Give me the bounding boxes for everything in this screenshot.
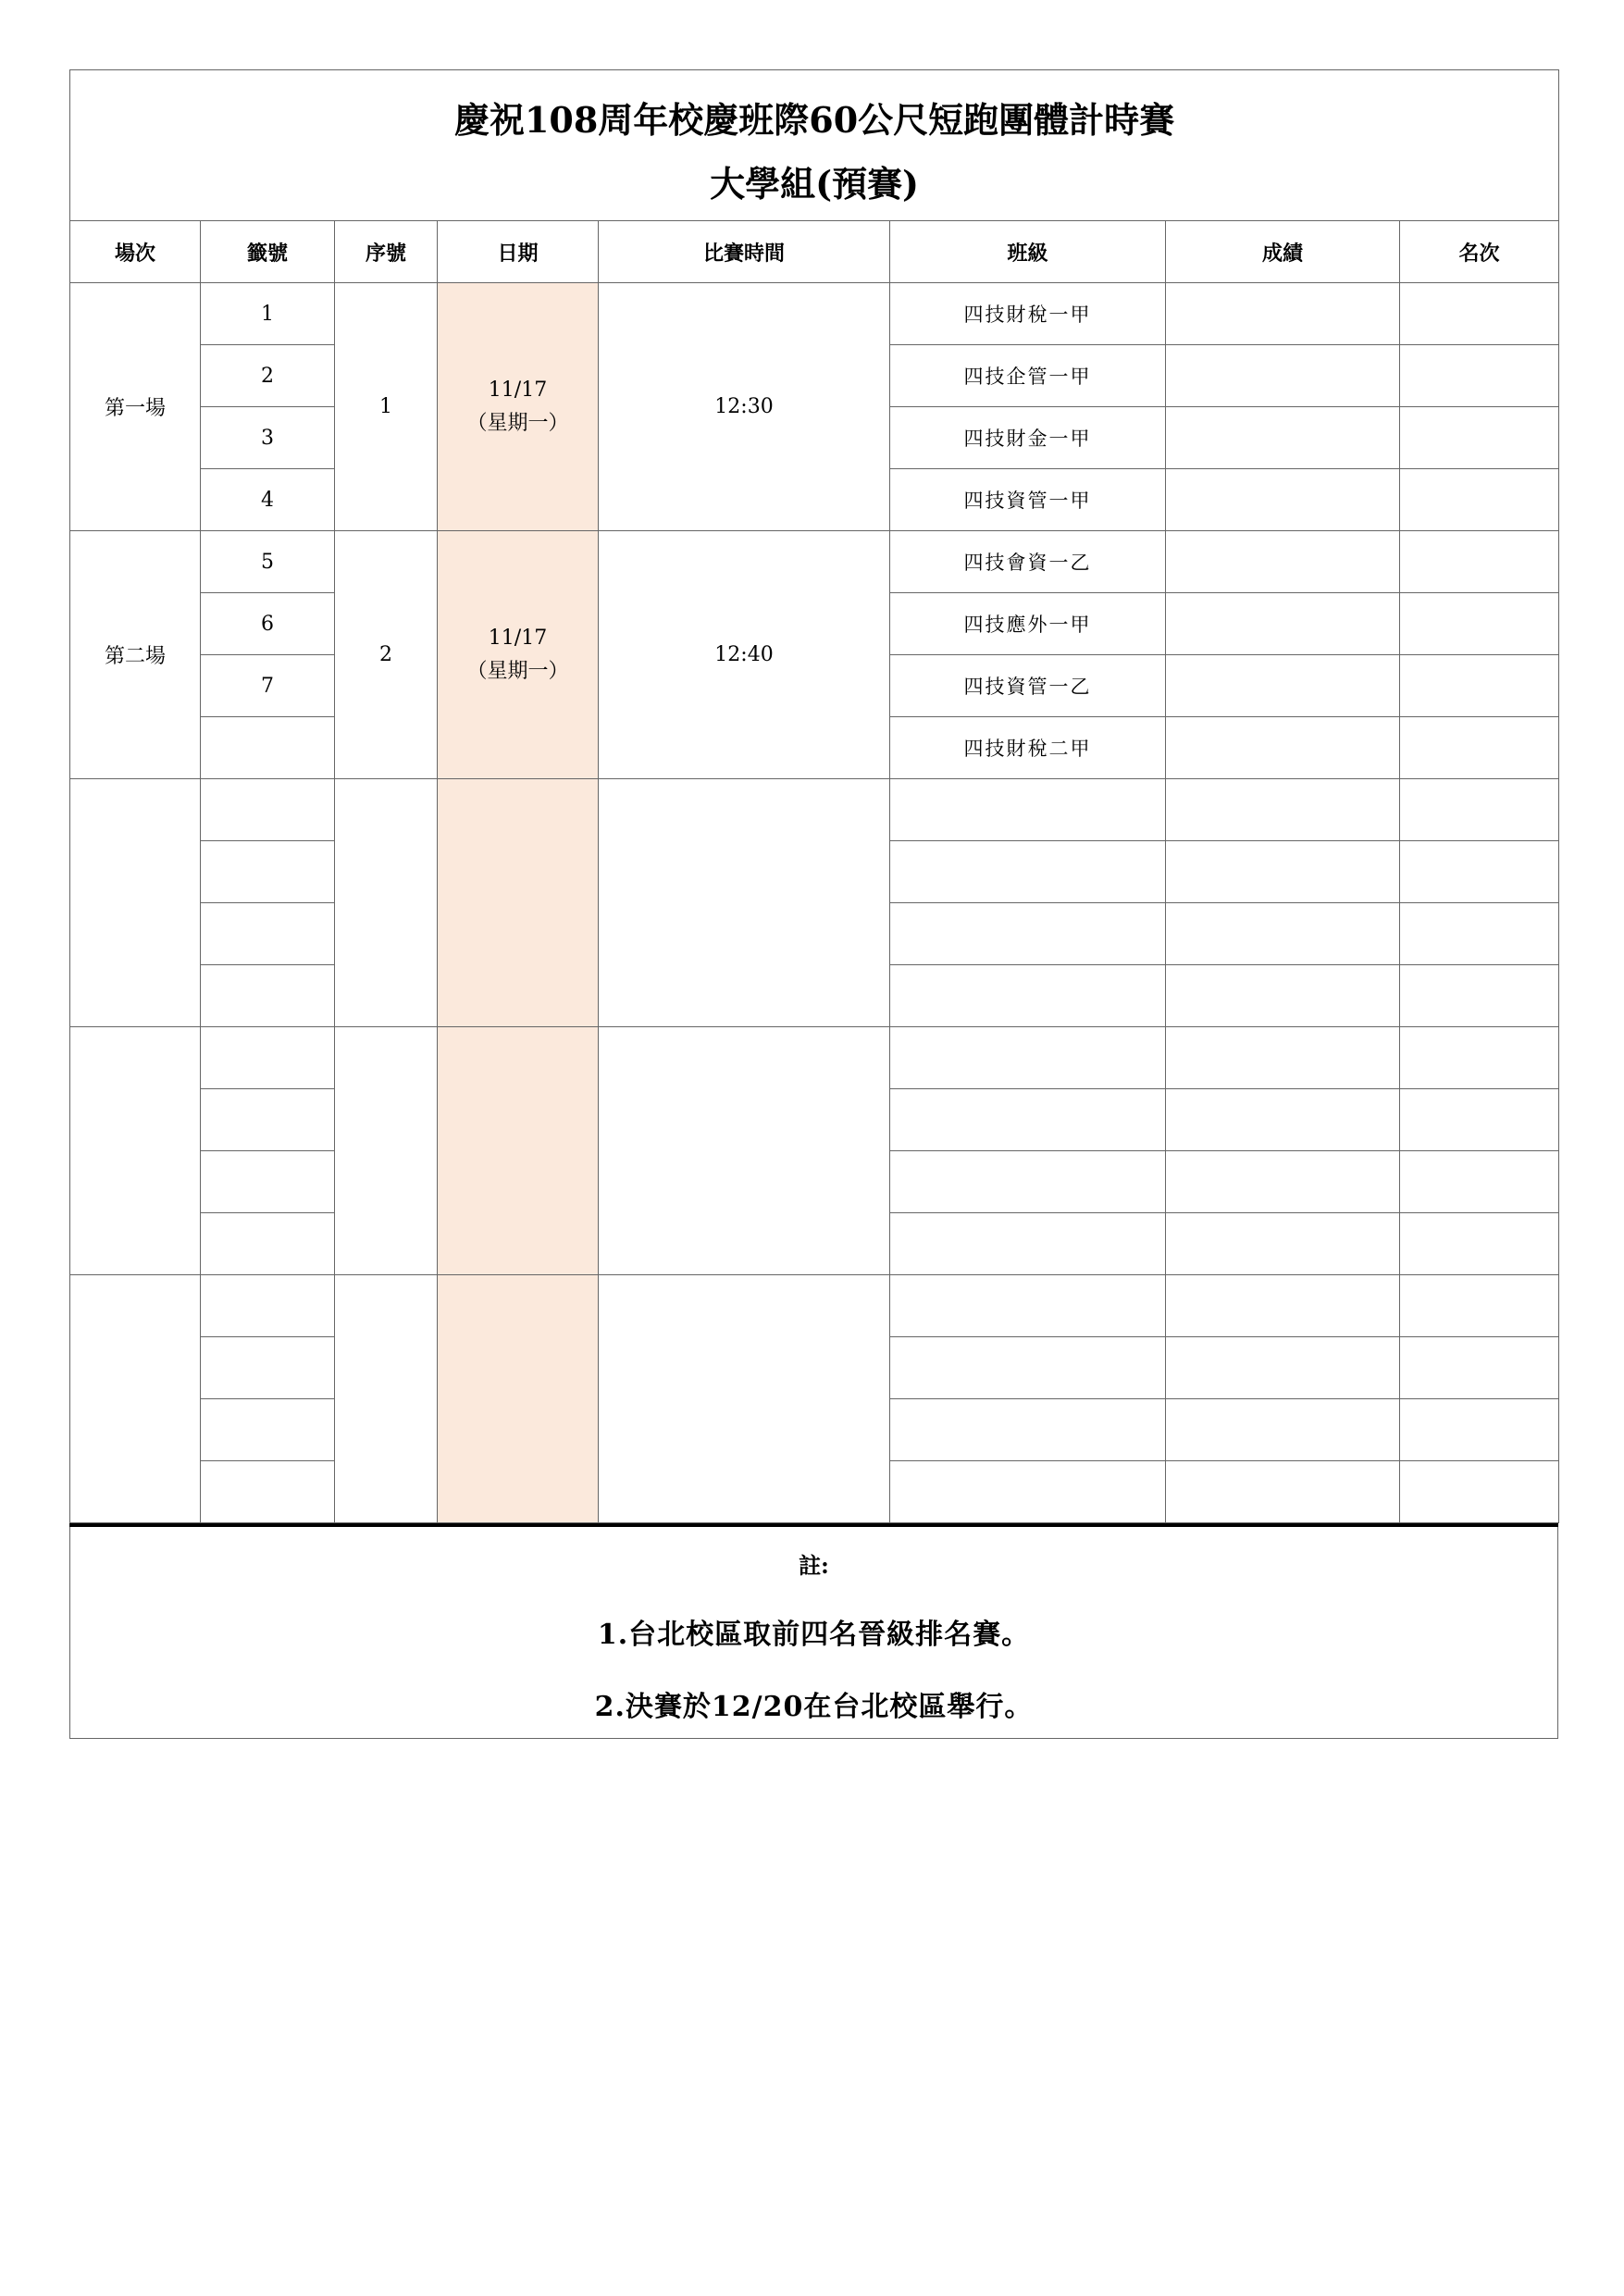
draw-number: [201, 841, 335, 903]
header-row: [70, 221, 1559, 283]
schedule-sheet: [69, 69, 1558, 1739]
class-name: [890, 1337, 1166, 1399]
page-subtitle: 大學組(預賽): [70, 148, 1559, 221]
draw-number: [201, 965, 335, 1027]
draw-number: [201, 1213, 335, 1275]
score-cell: [1166, 469, 1400, 531]
class-name: [890, 903, 1166, 965]
header-score: 成績: [1166, 221, 1400, 283]
rank-cell: [1400, 1275, 1559, 1337]
notes-label: 註:: [799, 1552, 829, 1579]
note-item-2: 2.決賽於12/20在台北校區舉行。: [594, 1691, 1034, 1723]
rank-cell: [1400, 1337, 1559, 1399]
date-cell: [438, 283, 599, 531]
score-cell: [1166, 1399, 1400, 1461]
page-title: 慶祝108周年校慶班際60公尺短跑團體計時賽: [70, 70, 1559, 149]
rank-cell: [1400, 717, 1559, 779]
draw-number: 5: [201, 531, 335, 593]
rank-cell: [1400, 1461, 1559, 1523]
draw-number: 3: [201, 407, 335, 469]
date-text: 11/17: [488, 378, 548, 402]
date-cell: [438, 531, 599, 779]
score-cell: [1166, 655, 1400, 717]
table-row: [70, 779, 1559, 841]
table-row: [70, 1275, 1559, 1337]
rank-cell: [1400, 469, 1559, 531]
notes-table: [69, 1523, 1558, 1739]
note-item-1: 1.台北校區取前四名晉級排名賽。: [597, 1619, 1031, 1651]
rank-cell: [1400, 1151, 1559, 1213]
rank-cell: [1400, 407, 1559, 469]
heat-label: [70, 779, 201, 1027]
header-draw: 籤號: [201, 221, 335, 283]
date-cell: [438, 779, 599, 1027]
score-cell: [1166, 779, 1400, 841]
score-cell: [1166, 1027, 1400, 1089]
date-value: [438, 622, 598, 689]
score-cell: [1166, 531, 1400, 593]
draw-number: 6: [201, 593, 335, 655]
class-name: [890, 1089, 1166, 1151]
score-cell: [1166, 1151, 1400, 1213]
rank-cell: [1400, 531, 1559, 593]
heat-label: 第一場: [70, 283, 201, 531]
race-time: [599, 1027, 890, 1275]
header-time: 比賽時間: [599, 221, 890, 283]
draw-number: [201, 1151, 335, 1213]
draw-number: [201, 717, 335, 779]
race-time: [599, 1275, 890, 1523]
header-seq: 序號: [335, 221, 438, 283]
score-cell: [1166, 345, 1400, 407]
sequence-number: [335, 1027, 438, 1275]
date-text: 11/17: [488, 626, 548, 650]
score-cell: [1166, 965, 1400, 1027]
header-date: 日期: [438, 221, 599, 283]
sequence-number: [335, 1275, 438, 1523]
class-name: 四技財金一甲: [890, 407, 1166, 469]
rank-cell: [1400, 1027, 1559, 1089]
class-name: 四技企管一甲: [890, 345, 1166, 407]
schedule-table: [69, 69, 1559, 1523]
rank-cell: [1400, 1213, 1559, 1275]
notes-box: [70, 1525, 1558, 1739]
class-name: 四技會資一乙: [890, 531, 1166, 593]
rank-cell: [1400, 779, 1559, 841]
class-name: 四技資管一乙: [890, 655, 1166, 717]
table-row: [70, 531, 1559, 593]
score-cell: [1166, 1461, 1400, 1523]
table-row: [70, 283, 1559, 345]
draw-number: 4: [201, 469, 335, 531]
sequence-number: 2: [335, 531, 438, 779]
class-name: [890, 1399, 1166, 1461]
class-name: [890, 1027, 1166, 1089]
class-name: [890, 1213, 1166, 1275]
score-cell: [1166, 1089, 1400, 1151]
rank-cell: [1400, 655, 1559, 717]
table-row: [70, 1027, 1559, 1089]
heat-label: [70, 1275, 201, 1523]
race-time: 12:30: [599, 283, 890, 531]
date-cell: [438, 1027, 599, 1275]
draw-number: [201, 1275, 335, 1337]
rank-cell: [1400, 1089, 1559, 1151]
class-name: [890, 1151, 1166, 1213]
draw-number: [201, 1089, 335, 1151]
draw-number: 7: [201, 655, 335, 717]
score-cell: [1166, 841, 1400, 903]
weekday-text: （星期一）: [466, 411, 569, 435]
score-cell: [1166, 407, 1400, 469]
score-cell: [1166, 283, 1400, 345]
score-cell: [1166, 1275, 1400, 1337]
draw-number: 1: [201, 283, 335, 345]
draw-number: [201, 1337, 335, 1399]
sequence-number: 1: [335, 283, 438, 531]
draw-number: [201, 1461, 335, 1523]
header-class: 班級: [890, 221, 1166, 283]
rank-cell: [1400, 345, 1559, 407]
rank-cell: [1400, 965, 1559, 1027]
rank-cell: [1400, 841, 1559, 903]
weekday-text: （星期一）: [466, 659, 569, 683]
score-cell: [1166, 1337, 1400, 1399]
draw-number: [201, 1399, 335, 1461]
class-name: 四技資管一甲: [890, 469, 1166, 531]
class-name: [890, 965, 1166, 1027]
rank-cell: [1400, 593, 1559, 655]
sequence-number: [335, 779, 438, 1027]
class-name: [890, 841, 1166, 903]
rank-cell: [1400, 1399, 1559, 1461]
score-cell: [1166, 717, 1400, 779]
header-rank: 名次: [1400, 221, 1559, 283]
draw-number: [201, 779, 335, 841]
class-name: [890, 1461, 1166, 1523]
class-name: [890, 1275, 1166, 1337]
draw-number: [201, 903, 335, 965]
heat-label: [70, 1027, 201, 1275]
class-name: 四技財稅一甲: [890, 283, 1166, 345]
class-name: [890, 779, 1166, 841]
score-cell: [1166, 903, 1400, 965]
heat-label: 第二場: [70, 531, 201, 779]
header-heat: 場次: [70, 221, 201, 283]
score-cell: [1166, 593, 1400, 655]
class-name: 四技財稅二甲: [890, 717, 1166, 779]
class-name: 四技應外一甲: [890, 593, 1166, 655]
draw-number: 2: [201, 345, 335, 407]
rank-cell: [1400, 903, 1559, 965]
race-time: [599, 779, 890, 1027]
draw-number: [201, 1027, 335, 1089]
race-time: 12:40: [599, 531, 890, 779]
rank-cell: [1400, 283, 1559, 345]
date-cell: [438, 1275, 599, 1523]
score-cell: [1166, 1213, 1400, 1275]
date-value: [438, 374, 598, 441]
